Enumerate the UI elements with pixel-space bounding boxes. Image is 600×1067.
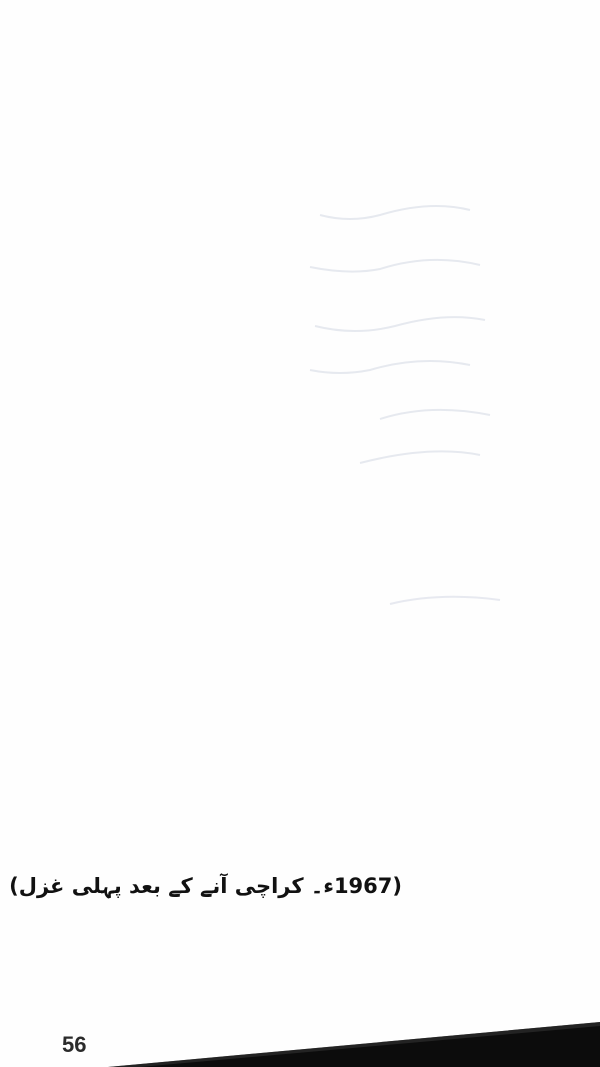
- page-number: 56: [62, 1032, 87, 1057]
- poem-attribution: (1967ء۔ کراچی آنے کے بعد پہلی غزل): [9, 874, 402, 898]
